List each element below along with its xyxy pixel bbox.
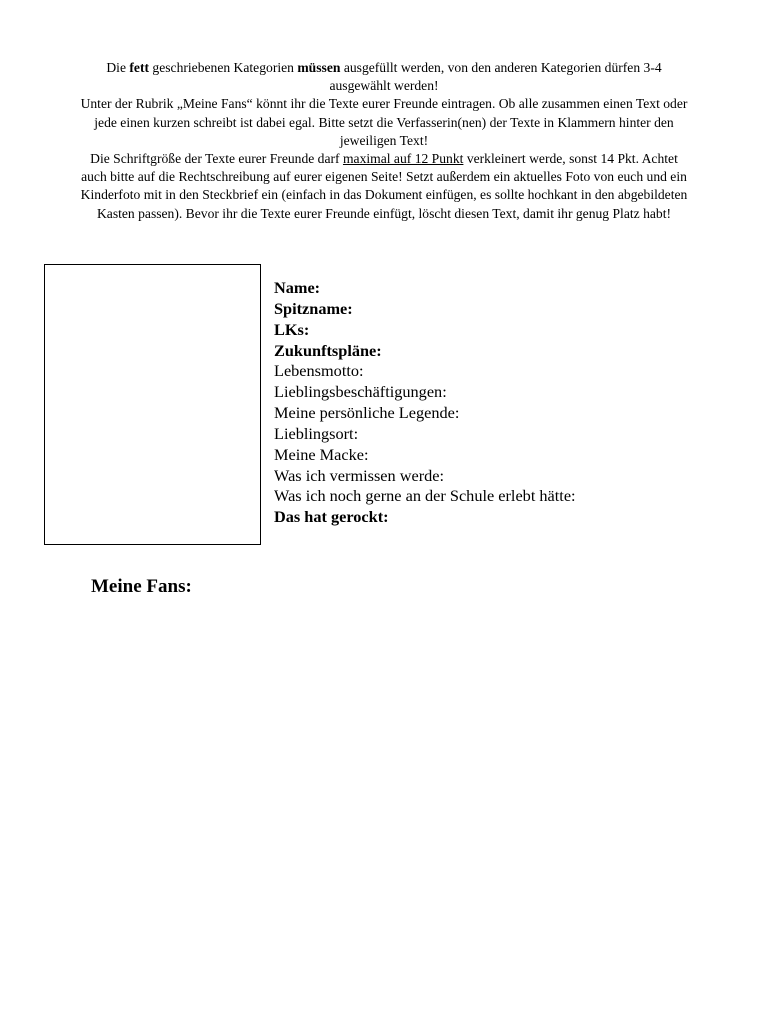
instructions-text (80, 59, 688, 223)
profile-field-label: Meine persönliche Legende: (274, 403, 460, 423)
instructions-text-run: Die Schriftgröße der Texte eurer Freunde darf (90, 151, 343, 167)
fans-heading: Meine Fans: (91, 576, 192, 597)
instructions-bold-word: fett (129, 60, 150, 75)
instructions-text-run: verkleinert werde, sonst 14 Pkt. Achtet auch bitte auf die Rechtschreibung auf eurer eigenen Seite! Setzt außerdem ein aktuelles Foto von euch und ein Kinderfoto mit in den Steckbrief ein (einfach in das Dokument einfügen, es sollte hochkant in den abgebildeten Kasten passen). Bevor ihr die Texte eurer Freunde einfügt, löscht diesen Text, damit ihr genug Platz habt! (80, 151, 688, 221)
instructions-underlined-text: maximal auf 12 Punkt (342, 151, 464, 167)
profile-field-label: Meine Macke: (274, 444, 369, 464)
photo-box (44, 264, 261, 545)
instructions-paragraph-3 (80, 150, 688, 223)
instructions-text-run: Die (106, 60, 130, 75)
profile-field-label: Was ich noch gerne an der Schule erlebt hätte: (274, 486, 576, 506)
profile-field-label: Lebensmotto: (274, 361, 364, 381)
instructions-bold-word: müssen (297, 60, 341, 75)
instructions-paragraph-1 (80, 59, 688, 95)
profile-field-label: Spitzname: (274, 298, 353, 318)
profile-field-label: Das hat gerockt: (274, 507, 389, 527)
instructions-paragraph-2: Unter der Rubrik „Meine Fans“ könnt ihr die Texte eurer Freunde eintragen. Ob alle zusammen einen Text oder jede einen kurzen schreibt ist dabei egal. Bitte setzt die Verfasserin(nen) der Texte in Klammern hinter den jeweiligen Text! (80, 96, 688, 148)
profile-field-label: LKs: (274, 319, 310, 339)
profile-field-label: Zukunftspläne: (274, 340, 382, 360)
profile-field-label: Lieblingsbeschäftigungen: (274, 382, 447, 402)
instructions-text-run: geschriebenen Kategorien (149, 60, 298, 75)
instructions-text-run: ausgefüllt werden, von den anderen Kategorien dürfen 3-4 ausgewählt werden! (329, 60, 662, 94)
profile-field-label: Name: (274, 278, 321, 297)
profile-field-label: Lieblingsort: (274, 423, 359, 443)
profile-fields (274, 278, 576, 528)
profile-field-label: Was ich vermissen werde: (274, 465, 445, 485)
